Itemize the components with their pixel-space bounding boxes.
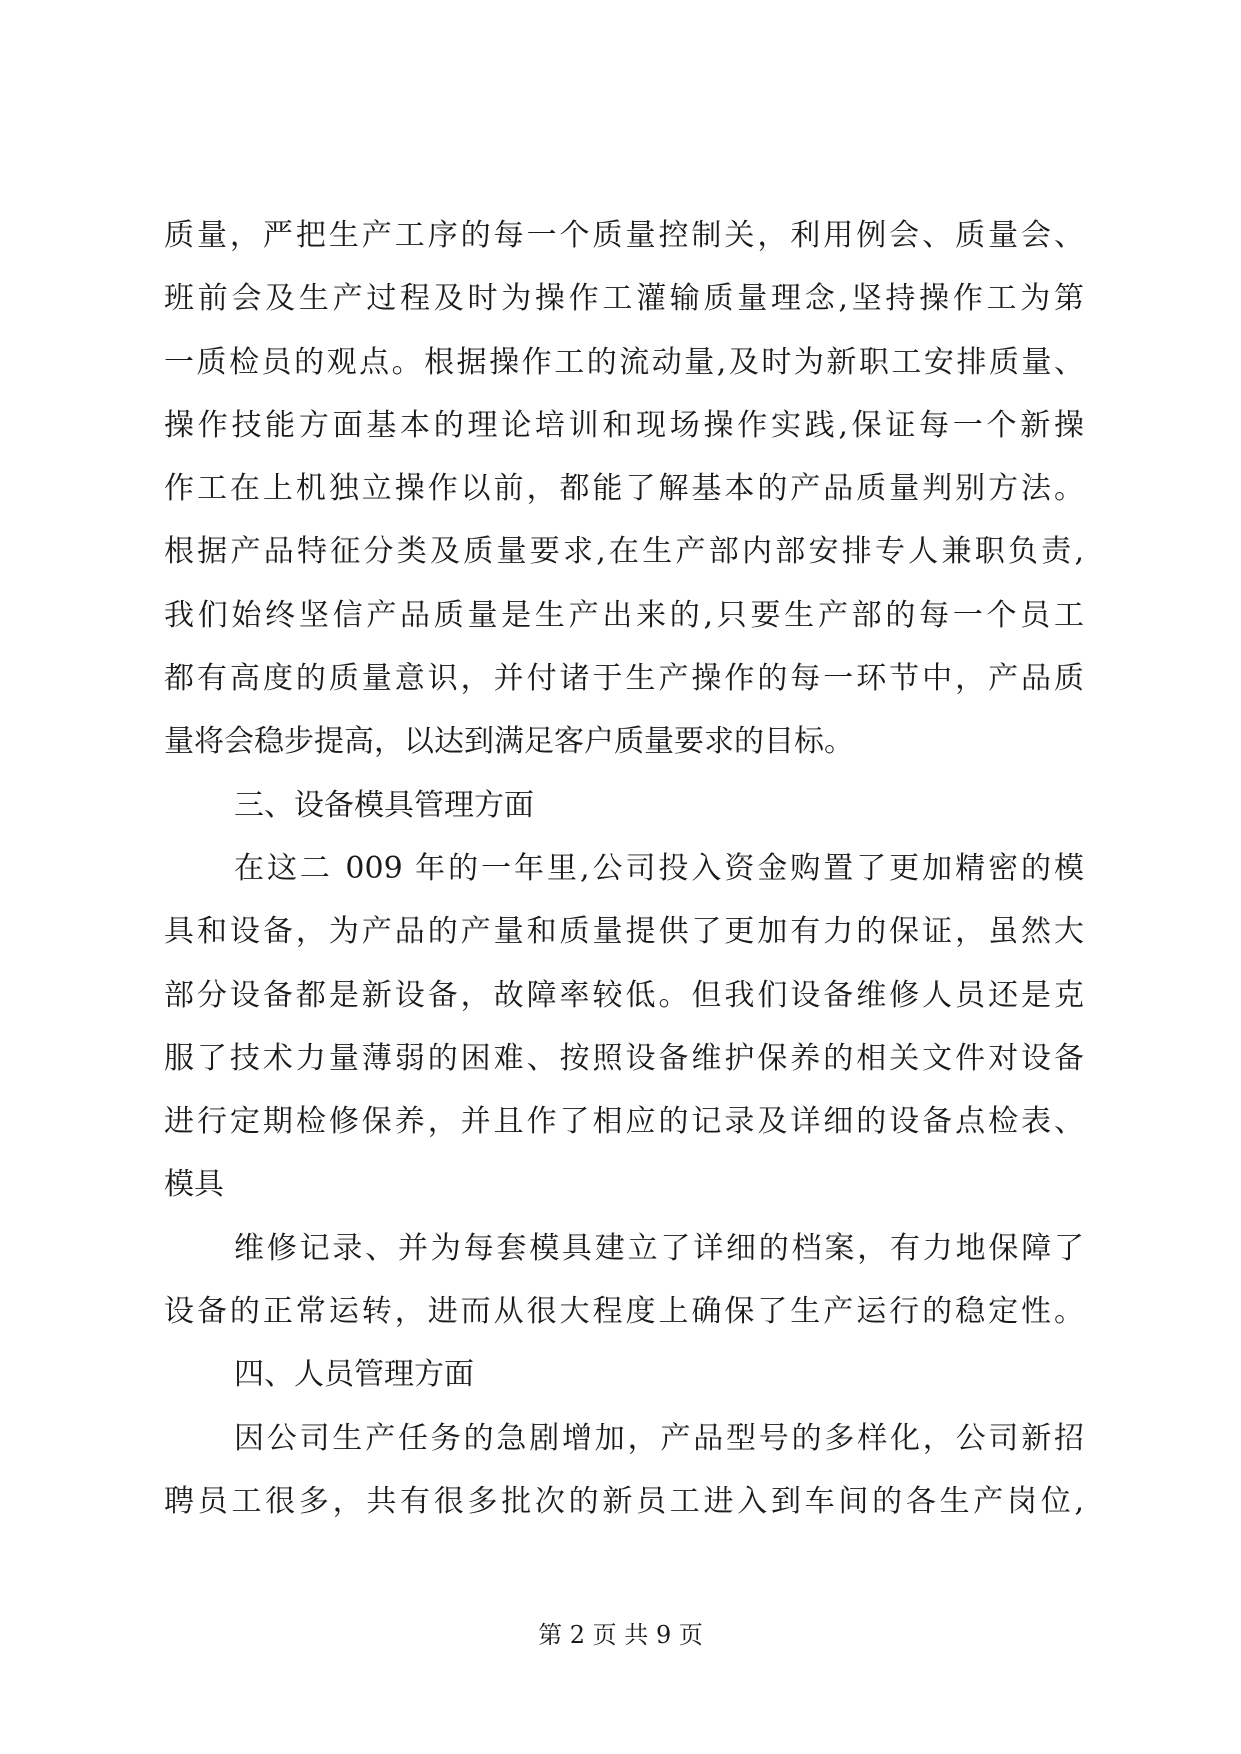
text-line: 我们始终坚信产品质量是生产出来的,只要生产部的每一个员工: [164, 597, 1084, 633]
text-line: 聘员工很多，共有很多批次的新员工进入到车间的各生产岗位,: [164, 1483, 1084, 1519]
page-footer: [0, 1620, 1241, 1650]
text-line: 一质检员的观点。根据操作工的流动量,及时为新职工安排质量、: [164, 344, 1084, 380]
text-line: 在这二 009 年的一年里,公司投入资金购置了更加精密的模: [234, 850, 1084, 886]
text-line: 维修记录、并为每套模具建立了详细的档案，有力地保障了: [234, 1230, 1084, 1266]
text-line: 进行定期检修保养，并且作了相应的记录及详细的设备点检表、: [164, 1104, 1084, 1140]
text-line: 都有高度的质量意识，并付诸于生产操作的每一环节中，产品质: [164, 661, 1084, 697]
text-line: 模具: [164, 1167, 224, 1203]
text-line: 因公司生产任务的急剧增加，产品型号的多样化，公司新招: [234, 1420, 1084, 1456]
section-heading-equipment: 三、设备模具管理方面: [234, 787, 534, 823]
text-line: 服了技术力量薄弱的困难、按照设备维护保养的相关文件对设备: [164, 1040, 1084, 1076]
section-heading-personnel: 四、人员管理方面: [234, 1357, 474, 1393]
page-number-label: 第 2 页 共 9 页: [538, 1621, 703, 1649]
text-line: 具和设备，为产品的产量和质量提供了更加有力的保证，虽然大: [164, 914, 1084, 950]
text-line: 设备的正常运转，进而从很大程度上确保了生产运行的稳定性。: [164, 1294, 1084, 1330]
text-line: 作工在上机独立操作以前，都能了解基本的产品质量判别方法。: [164, 471, 1084, 507]
text-line: 量将会稳步提高，以达到满足客户质量要求的目标。: [164, 724, 854, 760]
text-line: 根据产品特征分类及质量要求,在生产部内部安排专人兼职负责,: [164, 534, 1084, 570]
text-line: 操作技能方面基本的理论培训和现场操作实践,保证每一个新操: [164, 407, 1084, 443]
text-line: 班前会及生产过程及时为操作工灌输质量理念,坚持操作工为第: [164, 281, 1084, 317]
document-body: [164, 204, 1084, 1533]
text-line: 部分设备都是新设备，故障率较低。但我们设备维修人员还是克: [164, 977, 1084, 1013]
text-line: 质量，严把生产工序的每一个质量控制关，利用例会、质量会、: [164, 218, 1084, 253]
